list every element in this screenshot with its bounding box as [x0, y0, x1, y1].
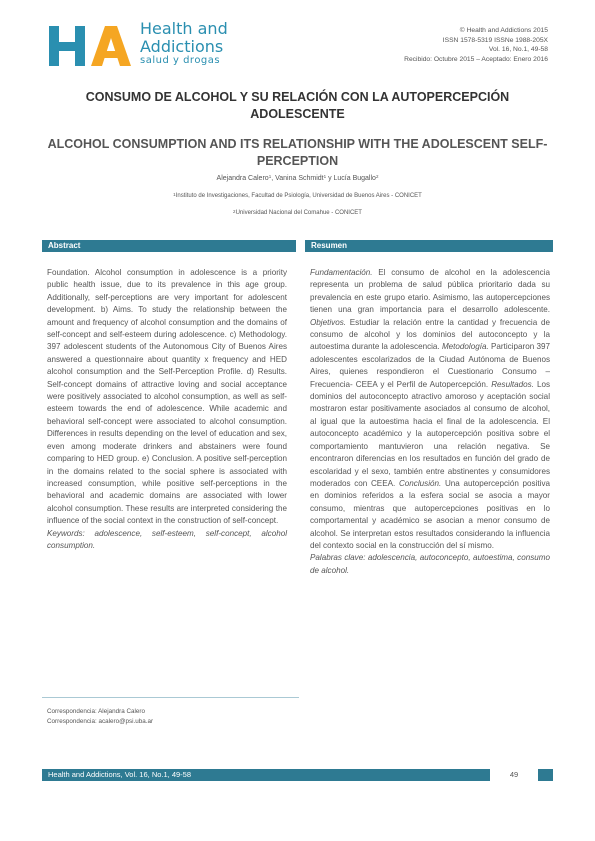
correspondence-name: Correspondencia: Alejandra Calero — [47, 708, 146, 715]
author-2-affil: 1 — [323, 174, 327, 179]
affiliation-2 — [0, 210, 595, 216]
title-spanish: CONSUMO DE ALCOHOL Y SU RELACIÓN CON LA AUTOPERCEPCIÓN ADOLESCENTE — [85, 90, 510, 121]
abstract-column — [47, 267, 287, 552]
author-separator: , — [271, 175, 276, 182]
resumen-label-metodologia: Metodología. — [441, 342, 489, 352]
footer-accent-bar — [538, 769, 553, 781]
resumen-conclusion: Una autopercepción positiva en dominios referidos a la esfera social se asocia a mayor consumo, mientras que autopercepciones positivas en lo comportamental y académico se asocian a menor consumo de alcohol. Se interpretan estos resultados considerando la influencia del contexto social en la construcción del sí mismo. — [310, 478, 551, 550]
page-footer — [42, 769, 553, 781]
correspondence-email: Correspondencia: acalero@psi.uba.ar — [47, 718, 154, 725]
author-1-affil: 1 — [268, 174, 272, 179]
resumen-resultados: Los dominios del autoconcepto atractivo amoroso y aceptación social mostraron estar positivamente asociados al consumo de alcohol, al igual que la autoestima hacia el final de la adolescencia. El autoconcepto académico y la autopercepción positiva sobre el comportamiento mantuvieron una relación negativa. Se encontraron diferencias en los resultados en función del grado de escolaridad y el sexo, también entre abstinentes y consumidores moderados con CEEA. — [310, 379, 550, 488]
resumen-column — [310, 267, 550, 577]
logo-line-2: Addictions — [140, 37, 224, 56]
resumen-heading: Resumen — [305, 240, 553, 252]
journal-logo — [47, 24, 137, 68]
author-2: Vanina Schmidt — [275, 175, 324, 182]
author-1: Alejandra Calero — [216, 175, 269, 182]
affiliation-2-number: 2 — [233, 209, 236, 214]
logo-wordmark — [140, 20, 228, 67]
resumen-objetivos: Estudiar la relación entre la cantidad y frecuencia de consumo de alcohol y los dominios del autoconcepto y la autoestima durante la adolescencia. — [310, 317, 550, 352]
journal-meta — [404, 26, 548, 64]
author-list — [0, 175, 595, 182]
resumen-text — [310, 267, 550, 552]
abstract-keywords: Keywords: adolescence, self-esteem, self-concept, alcohol consumption. — [47, 528, 287, 550]
logo-line-1: Health and — [140, 19, 228, 38]
title-english: ALCOHOL CONSUMPTION AND ITS RELATIONSHIP WITH THE ADOLESCENT SELF-PERCEPTION — [47, 137, 548, 168]
affiliation-1-number: 1 — [173, 192, 176, 197]
footer-journal: Health and Addictions, Vol. 16, No.1, 49-58 — [42, 769, 490, 781]
page-number: 49 — [509, 770, 519, 779]
resumen-label-resultados: Resultados. — [491, 379, 534, 389]
meta-issn: ISSN 1578-5319 ISSNe 1988-205X — [442, 36, 548, 44]
abstract-text: Foundation. Alcohol consumption in adolescence is a priority public health issue, due to its prevalence in this age group. Additionally, self-perceptions are very important for adolescent development. b) Aims. To study the relationship between the amount and frequency of alcohol consumption and the domains of self-concept and self-esteem during adolescence. c) Methodology. 397 adolescent students of the Autonomous City of Buenos Aires answered a questionnaire about quantity x frequency and HED alcohol consumption and the Self-Perception Profile. d) Results. Self-concept domains of attractive loving and social acceptance were positively associated to alcohol consumption, as well as self-esteem towards the end of adolescence. While academic and behavioral self-concept were associated to alcohol consumption. Differences in results depending on the level of education and sex, even among moderate drinkers and abstainers were found comparing to HED group. e) Conclusion. A positive self-perception in the domains related to the social sphere is associated with increased consumption, while positive self-perceptions in the behavioral and academic domains are associated with lower alcohol consumption. These results are interpreted considering the influence of the social context in the construction of self-concept. — [47, 268, 287, 526]
meta-volume: Vol. 16, No.1, 49-58 — [488, 46, 548, 53]
meta-dates: Recibido: Octubre 2015 – Aceptado: Enero 2016 — [404, 55, 548, 63]
author-3-affil: 2 — [375, 174, 379, 179]
meta-copyright: © Health and Addictions 2015 — [459, 27, 548, 34]
resumen-label-objetivos: Objetivos. — [310, 317, 346, 327]
resumen-keywords: Palabras clave: adolescencia, autoconcepto, autoestima, consumo de alcohol. — [310, 553, 550, 575]
footnote-divider — [42, 697, 299, 698]
affiliation-2-text: Universidad Nacional del Comahue - CONICET — [235, 210, 362, 216]
affiliation-1 — [0, 193, 595, 199]
abstract-heading: Abstract — [42, 240, 296, 252]
resumen-label-fundamentacion: Fundamentación. — [310, 268, 373, 277]
resumen-label-conclusion: Conclusión. — [398, 478, 442, 488]
resumen-fundamentacion: El consumo de alcohol en la adolescencia representa un problema de salud pública prioritario dada su prevalencia en este grupo etario. Asimismo, las autopercepciones tienen una gran importancia para el desarrollo adolescente. — [310, 268, 550, 315]
author-separator: y — [326, 175, 334, 182]
author-3: Lucía Bugallo — [333, 175, 376, 182]
affiliation-1-text: Instituto de Investigaciones, Facultad de Psiología, Universidad de Buenos Aires - CONICET — [175, 193, 422, 199]
logo-line-3: salud y drogas — [140, 55, 221, 66]
resumen-metodologia: Participaron 397 adolescentes escolarizados de la Ciudad Autónoma de Buenos Aires, quienes respondieron el Cuestionario Consumo –Frecuencia- CEEA y el Perfil de Autopercepción. — [310, 342, 550, 389]
